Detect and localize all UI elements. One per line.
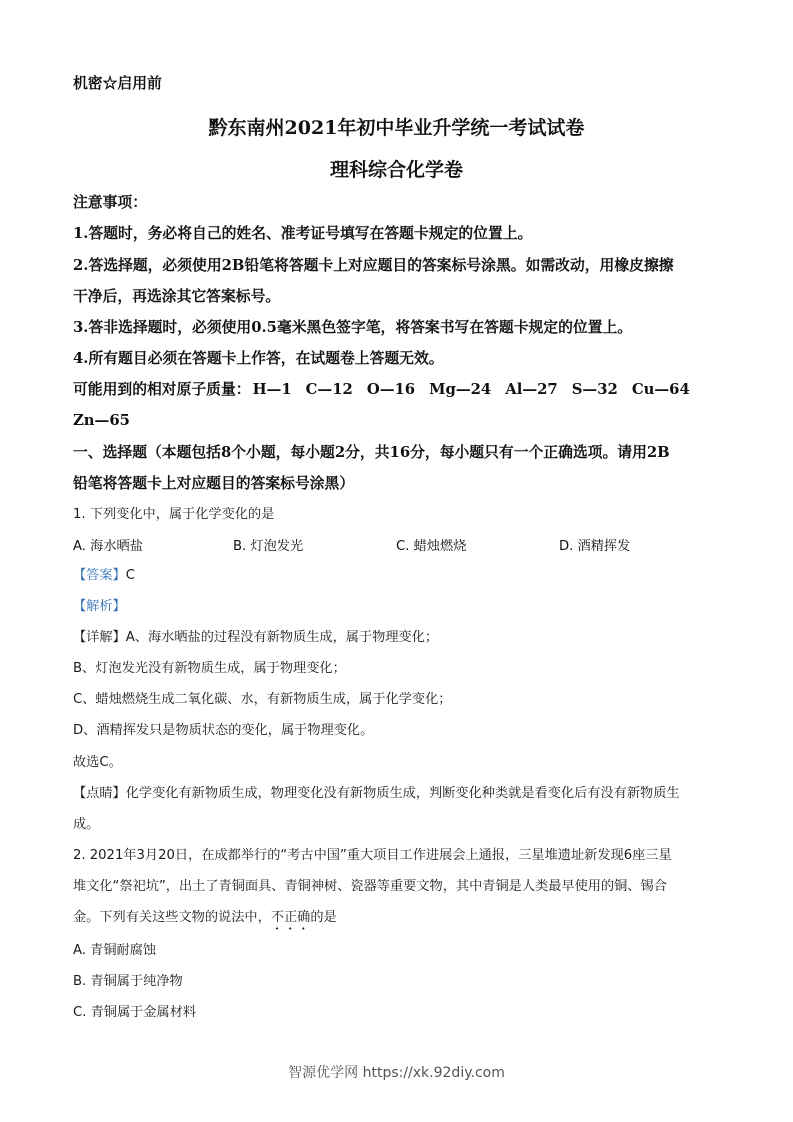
atomic-mass-extra: Zn—65	[73, 412, 130, 429]
answer-tag: 【答案】	[73, 568, 126, 583]
atomic-mass-item: O—16	[366, 381, 416, 398]
footer-watermark: 智源优学网 https://xk.92diy.com	[288, 1065, 505, 1081]
notice-item: 4.所有题目必须在答题卡上作答，在试题卷上答题无效。	[73, 350, 444, 367]
atomic-mass-line	[73, 380, 704, 400]
tip-line-cont: 成。	[73, 817, 100, 832]
q2-option-a: A. 青铜耐腐蚀	[73, 943, 157, 958]
detail-line: D、酒精挥发只是物质状态的变化，属于物理变化。	[73, 723, 374, 738]
stem-text: 金。下列有关这些文物的说法中，	[73, 910, 271, 925]
detail-tag: 【详解】	[73, 630, 126, 645]
atomic-mass-item: S—32	[571, 381, 618, 398]
tip-line	[73, 784, 680, 804]
question-2-stem-cont: 堆文化“祭祀坑”，出土了青铜面具、青铜神树、瓷器等重要文物，其中青铜是人类最早使用的铜、锡合	[73, 879, 667, 894]
exam-subtitle: 理科综合化学卷	[329, 159, 463, 181]
atomic-mass-item: Cu—64	[631, 381, 690, 398]
q2-option-c: C. 青铜属于金属材料	[73, 1005, 197, 1020]
section-heading-cont: 铅笔将答题卡上对应题目的答案标号涂黑）	[73, 475, 355, 492]
section-heading: 一、选择题（本题包括8个小题，每小题2分，共16分，每小题只有一个正确选项。请用2B	[73, 444, 670, 461]
exam-title: 黔东南州2021年初中毕业升学统一考试试卷	[208, 117, 585, 139]
notice-item: 3.答非选择题时，必须使用0.5毫米黑色签字笔，将答案书写在答题卡规定的位置上。	[73, 319, 633, 336]
question-2-stem-end	[73, 908, 337, 933]
tip-text: 化学变化有新物质生成，物理变化没有新物质生成，判断变化种类就是看变化后有没有新物质生	[125, 786, 680, 801]
option-a: A. 海水晒盐	[73, 539, 143, 554]
notice-item: 干净后，再选涂其它答案标号。	[73, 288, 281, 305]
atomic-mass-label: 可能用到的相对原子质量：	[73, 381, 251, 398]
atomic-mass-item: Mg—24	[429, 381, 492, 398]
atomic-mass-item: H—1	[252, 381, 292, 398]
atomic-mass-item: Al—27	[505, 381, 558, 398]
question-2-stem: 2. 2021年3月20日，在成都举行的“考古中国”重大项目工作进展会上通报，三星堆遗址新发现6座三星	[73, 848, 672, 863]
q2-option-b: B. 青铜属于纯净物	[73, 974, 183, 989]
answer-line	[73, 566, 135, 586]
answer-value: C	[125, 568, 135, 583]
detail-text: A、海水晒盐的过程没有新物质生成，属于物理变化；	[125, 630, 439, 645]
question-1-options	[73, 535, 713, 555]
question-1-stem: 1. 下列变化中，属于化学变化的是	[73, 507, 275, 522]
stem-text: 的是	[310, 910, 337, 925]
atomic-mass-item: C—12	[305, 381, 353, 398]
detail-line: C、蜡烛燃烧生成二氧化碳、水，有新物质生成，属于化学变化；	[73, 692, 452, 707]
tip-tag: 【点睛】	[73, 786, 126, 801]
notice-item: 2.答选择题，必须使用2B铅笔将答题卡上对应题目的答案标号涂黑。如需改动，用橡皮擦擦	[73, 257, 674, 274]
option-d: D. 酒精挥发	[559, 539, 631, 554]
emphasized-text: 不正确	[270, 910, 311, 925]
notice-item: 1.答题时，务必将自己的姓名、准考证号填写在答题卡规定的位置上。	[73, 225, 533, 242]
secret-label: 机密☆启用前	[73, 75, 162, 92]
option-b: B. 灯泡发光	[233, 539, 304, 554]
option-c: C. 蜡烛燃烧	[396, 539, 467, 554]
detail-line: B、灯泡发光没有新物质生成，属于物理变化；	[73, 661, 346, 676]
analysis-tag: 【解析】	[73, 599, 126, 614]
notice-heading: 注意事项：	[73, 194, 147, 211]
detail-line	[73, 628, 438, 648]
conclusion-line: 故选C。	[73, 755, 122, 770]
